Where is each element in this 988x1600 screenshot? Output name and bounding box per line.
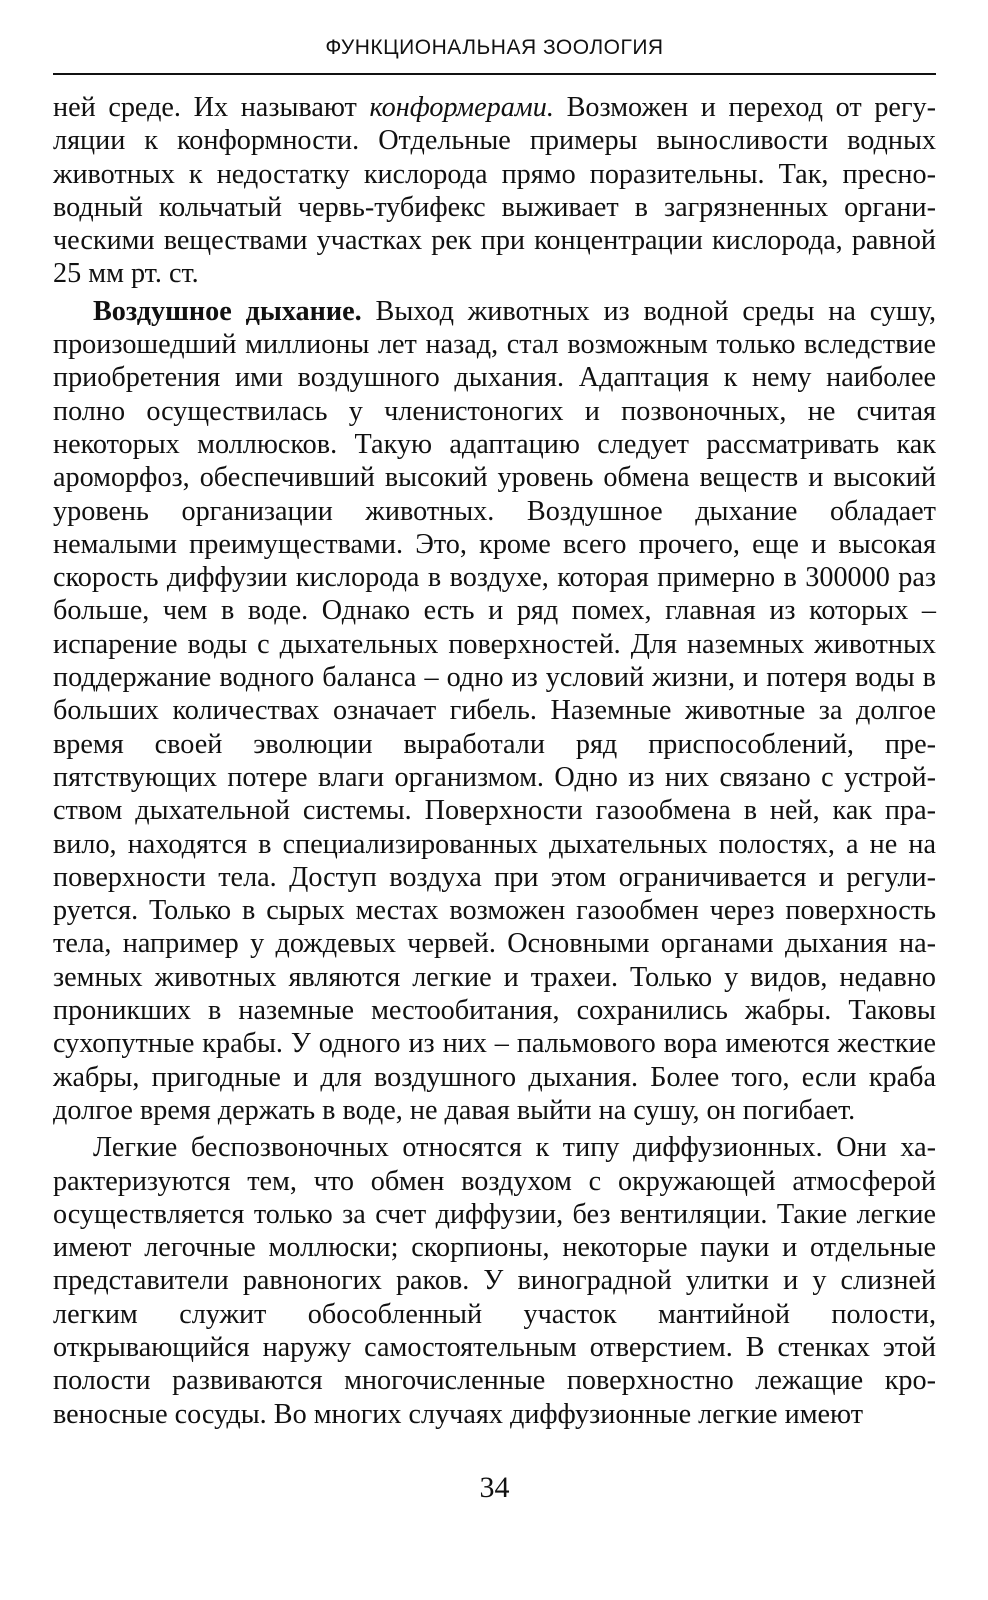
page-number: 34 [479,1471,510,1504]
header-rule [53,73,936,75]
paragraph-1-rest: Возможен и переход от регуляции к конформности. Отдельные примеры выносливости водных животных к недостатку кислорода прямо поразительны. Так, пресноводный кольчатый червь-тубифекс выживает в загрязненных органическими веществами участках рек при концентрации кислорода, равной 25 мм рт. ст. [53,92,936,290]
section-heading-air-breathing: Воздушное дыхание. [93,295,362,327]
term-conformers: конформерами. [369,92,554,123]
running-title: ФУНКЦИОНАЛЬНАЯ ЗООЛОГИЯ [325,36,664,59]
paragraph-2-text: Выход животных из водной среды на сушу, произошедший миллионы лет назад, стал возможным только вследствие приобретения ими воздушного дыхания. Адаптация к нему наиболее полно осуществилась у членистоногих и позвоночных, не считая некоторых моллюсков. Такую адаптацию следует рассматривать как ароморфоз, обеспечивший высокий уровень обмена веществ и высокий уровень организации животных. Воздушное дыхание обладает немалыми преимуществами. Это, кроме всего прочего, еще и высокая скорость диффузии кислорода в воздухе, которая примерно в 300000 раз больше, чем в воде. Однако есть и ряд помех, главная из которых – испарение воды с дыхательных поверхностей. Для наземных животных поддержание водного баланса – одно из условий жизни, и потеря воды в больших количествах означает гибель. Наземные животные за долгое время своей эволюции выработали ряд приспособлений, препятствующих потере влаги организмом. Одно из них связано с устройством дыхательной системы. Поверхности газообмена в ней, как правило, находятся в специализированных дыхательных полостях, а не на поверхности тела. Доступ воздуха при этом ограничивается и регулируется. Только в сырых местах возможен газообмен через поверхность тела, например у дождевых червей. Основными органами дыхания наземных животных являются легкие и трахеи. Только у видов, недавно проникших в наземные местообитания, сохранились жабры. Таковы сухопутные крабы. У одного из них – пальмового вора имеются жесткие жабры, пригодные и для воздушного дыхания. Более того, если краба долгое время держать в воде, не давая выйти на сушу, он погибает. [53,295,936,1126]
paragraph-3-text: Легкие беспозвоночных относятся к типу диффузионных. Они характеризуются тем, что обмен воздухом с окружающей атмосферой осуществляется только за счет диффузии, без вентиляции. Такие легкие имеют легочные моллюски; скорпионы, некоторые пауки и отдельные представители равноногих раков. У виноградной улитки и у слизней легким служит обособленный участок мантийной полости, открывающийся наружу самостоятельным отверстием. В стенках этой полости развиваются многочисленные поверхностно лежащие кровеносные сосуды. Во многих случаях диффузионные легкие имеют [53,1132,936,1430]
paragraph-2 [53,295,936,1127]
paragraph-1-start: ней среде. Их называют [53,92,370,123]
body-text [53,91,936,1431]
paragraph-3 [53,1131,936,1431]
paragraph-1 [53,91,936,291]
